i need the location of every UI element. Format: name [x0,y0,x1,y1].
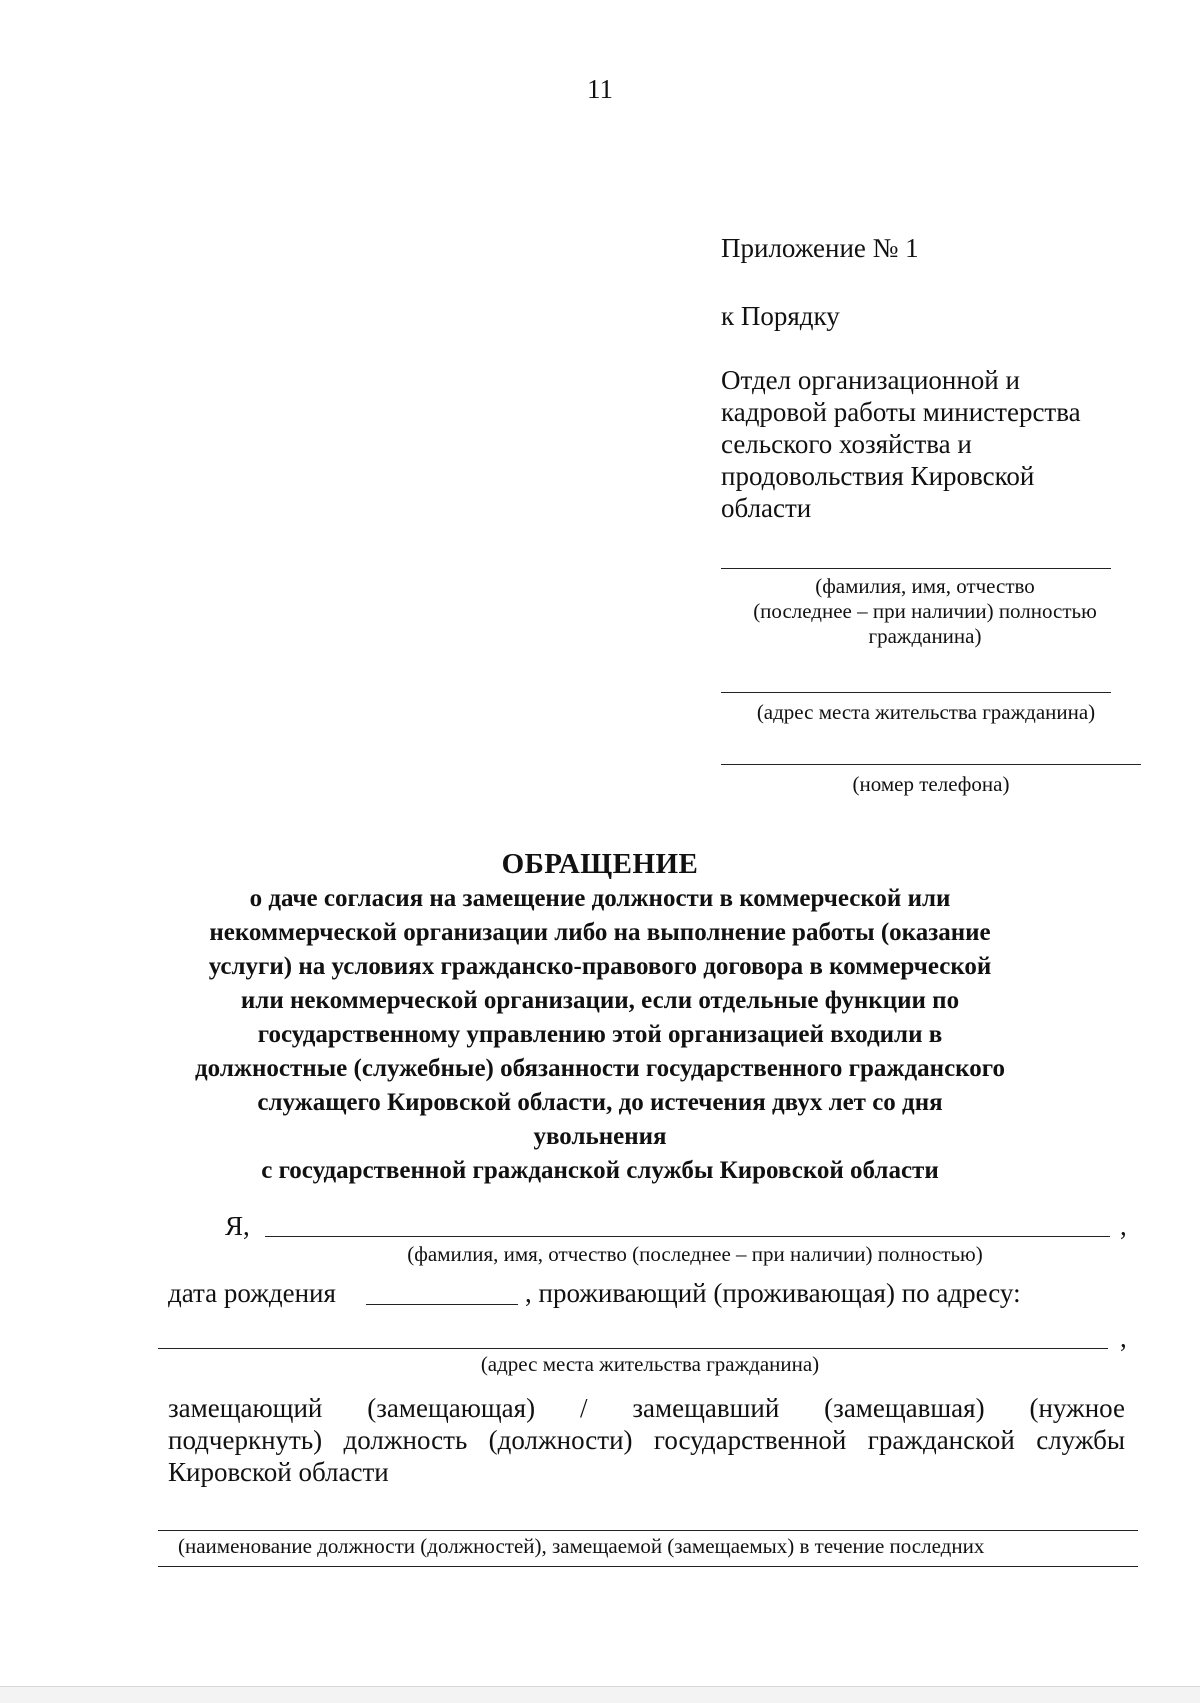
fio-fill-line[interactable] [721,568,1111,569]
position-word: замещавший [632,1393,780,1423]
position-line-3: Кировской области [168,1457,389,1487]
address-fill-line[interactable] [721,692,1111,693]
position-word: (должности) [488,1425,633,1455]
phone-caption: (номер телефона) [852,772,1010,796]
page-number: 11 [587,74,613,104]
position-name-line[interactable] [158,1530,1138,1531]
document-title: ОБРАЩЕНИЕ [501,848,699,880]
fio-comma: , [1120,1211,1127,1241]
subtitle-line: или некоммерческой организации, если отдельные функции по [240,987,960,1014]
position-name-caption: (наименование должности (должностей), замещаемой (замещаемых) в течение последних [178,1534,985,1558]
residing-text: , проживающий (проживающая) по адресу: [525,1278,1021,1308]
birth-date-line[interactable] [366,1304,518,1305]
phone-fill-line[interactable] [721,764,1141,765]
position-word: должность [343,1425,468,1455]
subtitle-line: должностные (служебные) обязанности государственного гражданского [195,1055,1005,1082]
applicant-address-line[interactable] [158,1348,1108,1349]
position-word: замещающий [168,1393,323,1423]
fio-caption [715,574,1135,649]
subtitle-line: о даче согласия на замещение должности в коммерческой или [249,885,951,912]
fio-caption-line: (последнее – при наличии) полностью [753,599,1097,623]
subtitle-line: некоммерческой организации либо на выполнение работы (оказание [209,919,991,946]
position-word: (замещавшая) [824,1393,985,1423]
address-comma: , [1120,1323,1127,1353]
department-line: продовольствия Кировской [721,461,1035,491]
fio-caption-line: (фамилия, имя, отчество [815,574,1035,598]
position-word: (замещающая) [367,1393,536,1423]
applicant-address-caption: (адрес места жительства гражданина) [480,1352,820,1376]
position-word: государственной [653,1425,847,1455]
position-line-1 [168,1392,1125,1424]
position-name-line-2[interactable] [158,1566,1138,1567]
applicant-fio-caption: (фамилия, имя, отчество (последнее – при наличии) полностью) [407,1242,983,1266]
subtitle-line: услуги) на условиях гражданско-правового договора в коммерческой [208,953,992,980]
scan-edge [0,1686,1200,1703]
position-word: службы [1036,1425,1125,1455]
applicant-fio-line[interactable] [265,1236,1110,1237]
birth-date-label: дата рождения [168,1278,336,1308]
department-line: сельского хозяйства и [721,429,972,459]
subtitle-line: увольнения [533,1123,667,1150]
attachment-title: Приложение № 1 [721,233,919,263]
position-word: / [579,1393,588,1423]
i-label: Я, [225,1211,250,1241]
position-word: гражданской [867,1425,1015,1455]
position-word: (нужное [1029,1393,1125,1423]
subtitle-line: с государственной гражданской службы Кировской области [261,1157,939,1184]
department-line: кадровой работы министерства [721,397,1081,427]
attachment-order-ref: к Порядку [721,301,840,331]
fio-caption-line: гражданина) [868,624,982,648]
subtitle-line: государственному управлению этой организацией входили в [257,1021,943,1048]
position-word: подчеркнуть) [168,1425,323,1455]
department-line: Отдел организационной и [721,365,1020,395]
document-subtitle [150,882,1050,1188]
subtitle-line: служащего Кировской области, до истечения двух лет со дня [257,1089,943,1116]
department-line: области [721,493,812,523]
position-line-2 [168,1424,1125,1456]
department-name [721,364,1141,524]
address-caption: (адрес места жительства гражданина) [756,700,1096,724]
